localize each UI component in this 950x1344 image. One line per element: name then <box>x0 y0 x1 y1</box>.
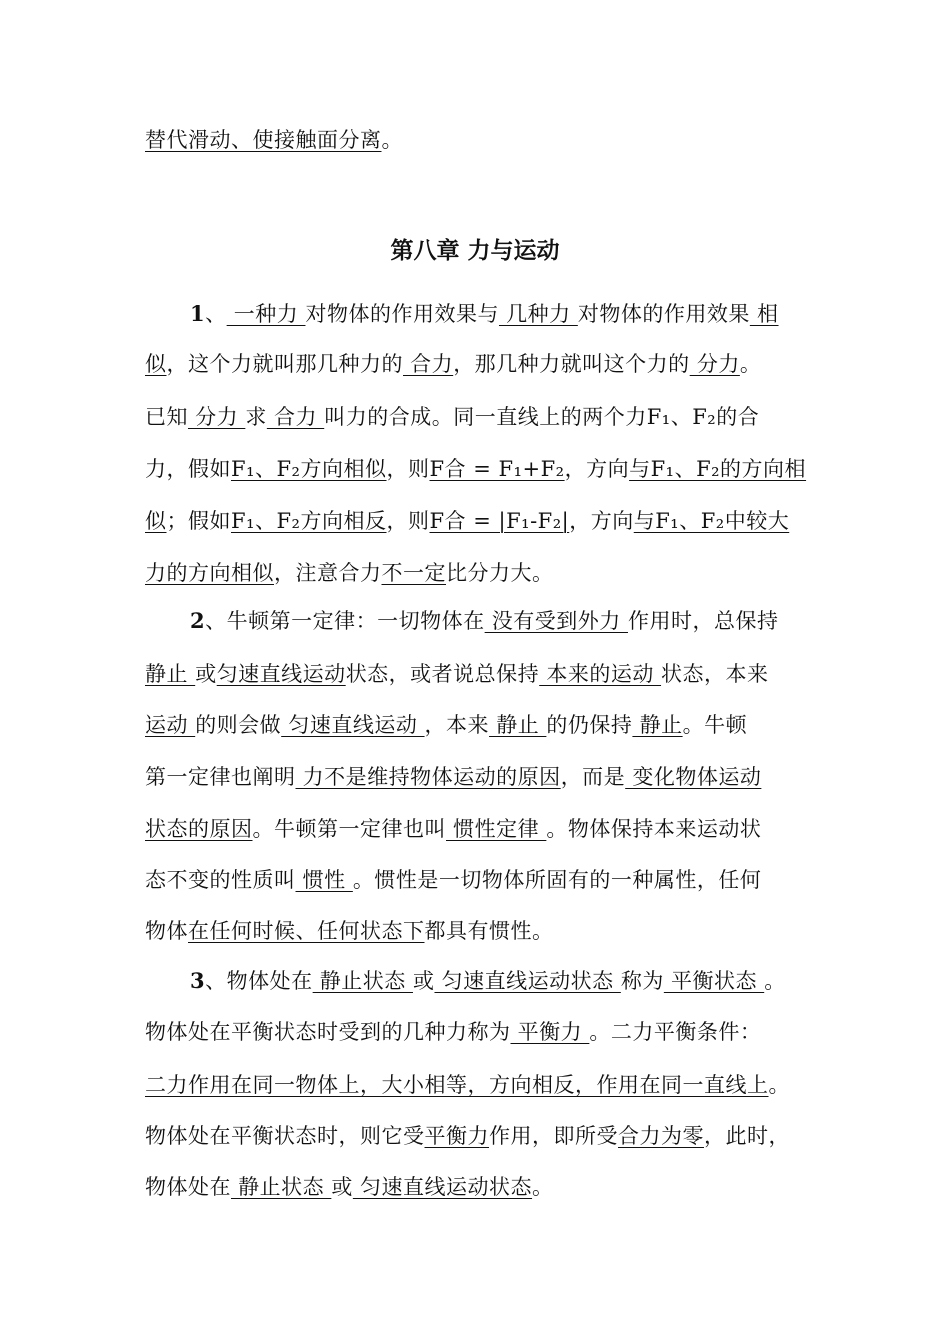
text-segment: 求 <box>245 405 267 429</box>
text-segment: ，此时， <box>704 1124 790 1148</box>
text-segment: ，而是 <box>560 765 626 789</box>
text-segment: 或 <box>195 662 217 686</box>
text-segment: 1 <box>190 301 206 326</box>
text-line <box>145 1173 554 1201</box>
text-segment: 叫力的合成。同一直线上的两个力F₁、F₂的合 <box>324 405 760 429</box>
text-line <box>145 403 759 431</box>
text-segment: ，注意合力 <box>274 561 382 585</box>
text-segment: 对物体的作用效果与 <box>305 302 499 326</box>
text-segment: 状态，或者说总保持 <box>345 662 540 686</box>
text-segment: 、物体处在 <box>205 969 313 993</box>
text-segment: 。惯性是一切物体所固有的一种属性，任何 <box>352 868 762 892</box>
underlined-answer: F₁、F₂方向相反 <box>231 509 387 533</box>
text-segment: 称为 <box>620 969 664 993</box>
underlined-answer: 没有受到外力 <box>484 609 628 633</box>
underlined-answer: 平衡状态 <box>663 969 765 993</box>
text-segment: 。 <box>381 128 403 152</box>
text-line <box>145 1018 761 1046</box>
text-segment: 力，假如 <box>145 457 231 481</box>
text-segment: 物体处在平衡状态时受到的几种力称为 <box>145 1020 511 1044</box>
underlined-answer: 与F₁、F₂中较大 <box>633 509 790 533</box>
underlined-answer: 似 <box>145 509 167 533</box>
text-segment: ，这个力就叫那几种力的 <box>166 352 403 376</box>
text-segment: 、 <box>205 302 227 326</box>
text-line <box>145 1122 790 1150</box>
underlined-answer: 力的方向相似 <box>145 561 274 585</box>
underlined-answer: 分力 <box>689 352 740 376</box>
underlined-answer: F合 = |F₁-F₂| <box>429 509 570 533</box>
text-segment: 。 <box>532 1175 554 1199</box>
underlined-answer: 似 <box>145 352 167 376</box>
text-segment: 。 <box>764 969 786 993</box>
underlined-answer: 一种力 <box>226 302 306 326</box>
underlined-answer: 几种力 <box>498 302 578 326</box>
text-line <box>190 967 786 995</box>
text-line <box>190 607 778 635</box>
underlined-answer: 匀速直线运动状态 <box>352 1175 533 1199</box>
text-line <box>145 917 554 945</box>
text-segment: 。 <box>739 352 762 376</box>
text-segment: ；假如 <box>166 509 231 533</box>
text-segment: 都具有惯性。 <box>424 919 554 943</box>
text-segment: 物体处在平衡状态时，则它受 <box>145 1124 425 1148</box>
text-segment: 第一定律也阐明 <box>145 765 296 789</box>
text-line <box>145 507 789 535</box>
text-segment: 。牛顿第一定律也叫 <box>252 817 446 841</box>
text-segment: 2 <box>190 608 206 633</box>
underlined-answer: 静止状态 <box>231 1175 332 1199</box>
underlined-answer: 相 <box>749 302 779 326</box>
text-segment: 或 <box>412 969 435 993</box>
underlined-answer: 匀速直线运动 <box>281 713 425 737</box>
underlined-answer: 匀速直线运动 <box>216 662 346 686</box>
underlined-answer: 力不是维持物体运动的原因 <box>295 765 561 789</box>
underlined-answer: 平衡力 <box>510 1020 590 1044</box>
underlined-answer: 平衡力 <box>424 1124 489 1148</box>
underlined-answer: 状态的原因 <box>145 817 253 841</box>
text-segment: 比分力大。 <box>446 561 554 585</box>
text-segment: 。 <box>768 1073 790 1097</box>
underlined-answer: 合力 <box>266 405 325 429</box>
underlined-answer: 静止状态 <box>312 969 413 993</box>
text-segment: 。牛顿 <box>682 713 748 737</box>
continuation-line <box>145 126 403 154</box>
text-segment: ，那几种力就叫这个力的 <box>453 352 690 376</box>
text-segment: ，方向 <box>564 457 630 481</box>
text-segment: 对物体的作用效果 <box>577 302 750 326</box>
text-segment: 、牛顿第一定律：一切物体在 <box>205 609 485 633</box>
text-segment: 作用，即所受 <box>489 1124 618 1148</box>
text-line <box>145 815 761 843</box>
underlined-answer: 匀速直线运动状态 <box>434 969 621 993</box>
underlined-answer: 与F₁、F₂的方向相 <box>629 457 807 481</box>
text-line <box>145 350 761 378</box>
text-line <box>145 763 761 791</box>
text-segment: 或 <box>331 1175 353 1199</box>
text-segment: 3 <box>190 968 206 993</box>
underlined-answer: F₁、F₂方向相似 <box>231 457 387 481</box>
underlined-answer: 静止 <box>145 662 196 686</box>
underlined-answer: 二力作用在同一物体上，大小相等，方向相反，作用在同一直线上 <box>145 1073 769 1097</box>
text-segment: 。二力平衡条件： <box>589 1020 762 1044</box>
text-segment: 已知 <box>145 405 188 429</box>
text-segment: 态不变的性质叫 <box>145 868 296 892</box>
underlined-answer: 惯性定律 <box>446 817 547 841</box>
text-line <box>145 559 554 587</box>
underlined-answer: 在任何时候、任何状态下 <box>188 919 425 943</box>
underlined-answer: 不一定 <box>381 561 446 585</box>
underlined-answer: 合力 <box>403 352 454 376</box>
underlined-answer: 合力为零 <box>618 1124 704 1148</box>
text-line <box>145 455 806 483</box>
underlined-answer: 变化物体运动 <box>625 765 762 789</box>
underlined-answer: 替代滑动、使接触面分离 <box>145 128 382 152</box>
text-segment: 物体 <box>145 919 188 943</box>
text-line <box>190 300 779 328</box>
text-segment: ，方向 <box>569 509 634 533</box>
text-line <box>145 866 761 894</box>
text-segment: 的则会做 <box>195 713 282 737</box>
underlined-answer: F合 = F₁+F₂ <box>429 457 565 481</box>
text-segment: 。物体保持本来运动状 <box>546 817 762 841</box>
underlined-answer: 静止 <box>632 713 683 737</box>
underlined-answer: 本来的运动 <box>539 662 662 686</box>
text-segment: 状态，本来 <box>661 662 769 686</box>
text-segment: ，则 <box>386 509 430 533</box>
text-segment: 作用时，总保持 <box>627 609 779 633</box>
text-line <box>145 660 769 688</box>
text-segment: ，则 <box>386 457 430 481</box>
text-segment: 物体处在 <box>145 1175 231 1199</box>
underlined-answer: 惯性 <box>295 868 353 892</box>
text-segment: ，本来 <box>424 713 490 737</box>
text-line <box>145 1071 790 1099</box>
chapter-title: 第八章 力与运动 <box>390 238 560 264</box>
text-line <box>145 711 747 739</box>
text-segment: 的仍保持 <box>546 713 633 737</box>
underlined-answer: 运动 <box>145 713 196 737</box>
underlined-answer: 静止 <box>489 713 547 737</box>
underlined-answer: 分力 <box>188 405 246 429</box>
